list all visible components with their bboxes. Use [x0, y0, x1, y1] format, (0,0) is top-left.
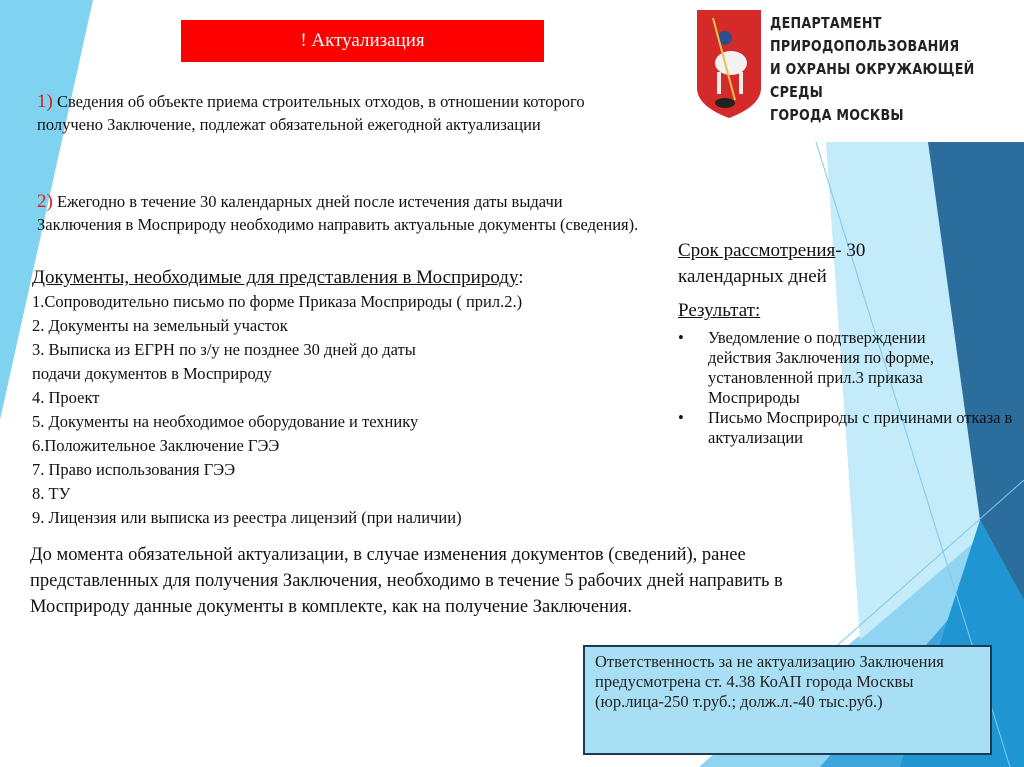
department-logo-text [770, 12, 978, 127]
list-item: • Письмо Мосприроды с причинами отказа в актуализации [678, 408, 1018, 448]
logo-line: ДЕПАРТАМЕНТ [770, 14, 882, 32]
documents-heading: Документы, необходимые для представления в Мосприроду [32, 267, 519, 288]
list-item: 8. ТУ [32, 484, 71, 503]
list-item: подачи документов в Мосприроду [32, 364, 272, 383]
point-2 [37, 190, 647, 236]
point-1 [37, 90, 637, 136]
review-result-panel [678, 238, 1018, 448]
list-item: 4. Проект [32, 388, 100, 407]
final-note: До момента обязательной актуализации, в случае изменения документов (сведений), ранее представленных для получения Заключения, необходимо в течение 5 рабочих дней направить в Мосприроду данные документы в комплекте, как на получение Заключения. [30, 545, 783, 617]
heading-colon: : [518, 267, 524, 288]
list-item: 6.Положительное Заключение ГЭЭ [32, 436, 280, 455]
list-item: 5. Документы на необходимое оборудование и технику [32, 412, 419, 431]
logo-line: ГОРОДА МОСКВЫ [770, 106, 904, 124]
moscow-coat-of-arms-icon [695, 8, 763, 120]
liability-box: Ответственность за не актуализацию Заключения предусмотрена ст. 4.38 КоАП города Москвы (юр.лица-250 т.руб.; долж.л.-40 тыс.руб.) [583, 645, 992, 755]
point-text: Ежегодно в течение 30 календарных дней после истечения даты выдачи Заключения в Мосприроду необходимо направить актуальные документы (сведения). [37, 192, 639, 234]
logo-line: И ОХРАНЫ ОКРУЖАЮЩЕЙ СРЕДЫ [770, 60, 975, 101]
slide-title: ! Актуализация [181, 20, 544, 62]
result-label: Результат: [678, 300, 761, 321]
point-number: 2) [37, 191, 53, 212]
review-label: Срок рассмотрения [678, 240, 836, 261]
point-number: 1) [37, 91, 53, 112]
list-item: 7. Право использования ГЭЭ [32, 460, 236, 479]
point-text: Сведения об объекте приема строительных отходов, в отношении которого получено Заключение, подлежат обязательной ежегодной актуализации [37, 92, 585, 134]
result-list [678, 328, 1018, 448]
list-item: • Уведомление о подтверждении действия Заключения по форме, установленной прил.3 приказа Мосприроды [678, 328, 978, 408]
documents-list [32, 266, 524, 530]
list-item: 3. Выписка из ЕГРН по з/у не позднее 30 дней до даты [32, 340, 416, 359]
list-item: 9. Лицензия или выписка из реестра лицензий (при наличии) [32, 508, 462, 527]
logo-line: ПРИРОДОПОЛЬЗОВАНИЯ [770, 37, 960, 55]
review-value: - 30 календарных дней [678, 240, 866, 287]
list-item: 1.Сопроводительно письмо по форме Приказа Мосприроды ( прил.2.) [32, 292, 523, 311]
list-item: 2. Документы на земельный участок [32, 316, 288, 335]
